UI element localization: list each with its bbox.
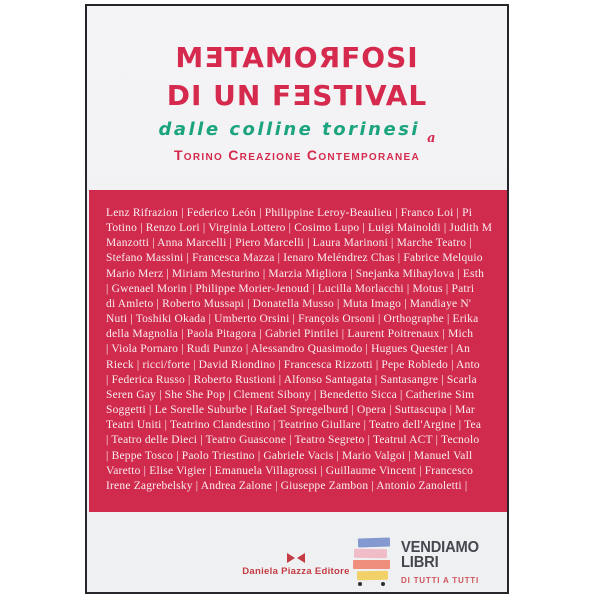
names-line: | Beppe Tosco | Paolo Triestino | Gabriele Vacis | Mario Valgoi | Manuel Vall (106, 449, 473, 462)
book-title-line-1: MƎTAMOЯFOSI (175, 41, 419, 74)
names-line: Nuti | Toshiki Okada | Umberto Orsini | François Orsoni | Orthographe | Erika (106, 313, 479, 326)
names-line: Stefano Massini | Francesca Mazza | Ienaro Meléndrez Chas | Fabrice Melquio (106, 252, 483, 265)
bookseller-text (401, 538, 486, 588)
subtitle-connector: a (427, 131, 436, 146)
book-cart-icon (353, 538, 393, 588)
names-line: Teatri Uniti | Teatrino Clandestino | Teatrino Giullare | Teatro dell'Argine | Tea (106, 419, 482, 432)
names-line: Rieck | ricci/forte | David Riondino | Francesca Rizzotti | Pepe Robledo | Anto (106, 358, 480, 371)
names-line: Soggetti | Le Sorelle Suburbe | Rafael Spregelburd | Opera | Suttascupa | Mar (106, 404, 475, 417)
names-line: | Viola Pornaro | Rudi Punzo | Alessandro Quasimodo | Hugues Quester | An (106, 343, 471, 356)
title-block (87, 6, 507, 163)
book-stack-yellow (357, 571, 388, 581)
subtitle-script: dalle colline torinesi (158, 119, 421, 140)
names-line: Manzotti | Anna Marcelli | Piero Marcelli | Laura Marinoni | Marche Teatro | (106, 237, 472, 250)
names-line: Lenz Rifrazion | Federico León | Philippine Leroy-Beaulieu | Franco Loi | Pi (106, 207, 473, 219)
names-line: della Magnolia | Paola Pitagora | Gabriel Pintilei | Laurent Poitrenaux | Mich (106, 328, 474, 341)
names-line: Mario Merz | Miriam Mesturino | Marzia Migliora | Snejanka Mihaylova | Esth (106, 267, 485, 280)
names-line: | Teatro delle Dieci | Teatro Guascone | Teatro Segreto | Teatrul ACT | Tecnolo (106, 434, 480, 447)
names-line: | Federica Russo | Roberto Rustioni | Alfonso Santagata | Santasangre | Scarla (106, 373, 477, 386)
names-block (89, 190, 507, 512)
book-stack-pink (354, 549, 387, 559)
subtitle-caps-line: Torino Creazione Contemporanea (173, 147, 421, 163)
book-stack-blue (358, 537, 390, 547)
bookseller-tagline: DI TUTTI A TUTTI (401, 576, 479, 585)
bookseller-name-line-1: VENDIAMO (401, 539, 479, 556)
names-line: Irene Zagrebelsky | Andrea Zalone | Giuseppe Zambon | Antonio Zanoletti | (106, 479, 468, 492)
names-line: | Gwenael Morin | Philippe Morier-Jenoud | Lucilla Morlacchi | Motus | Patri (106, 282, 475, 295)
bookseller-logo (353, 538, 486, 588)
names-line: Varetto | Elise Vigier | Emanuela Villagrossi | Guillaume Vincent | Francesco (106, 464, 474, 477)
bookseller-name-line-2: LIBRI (401, 554, 439, 571)
book-cover (85, 4, 509, 594)
book-stack-salmon (353, 560, 390, 569)
publisher-name: Daniela Piazza Editore (242, 566, 350, 577)
names-line: Seren Gay | She She Pop | Clement Sibony | Benedetto Sicca | Catherine Sim (106, 388, 475, 401)
names-line: di Amleto | Roberto Mussapi | Donatella Musso | Muta Imago | Mandiaye N' (106, 297, 472, 310)
subtitle-row (87, 119, 507, 146)
names-line: Totino | Renzo Lori | Virginia Lottero | Cosimo Lupo | Luigi Mainoldi | Judith M (106, 222, 493, 235)
book-title-line-2: DI UN FƎSTIVAL (166, 79, 428, 112)
cart-wheels-icon (353, 582, 393, 588)
